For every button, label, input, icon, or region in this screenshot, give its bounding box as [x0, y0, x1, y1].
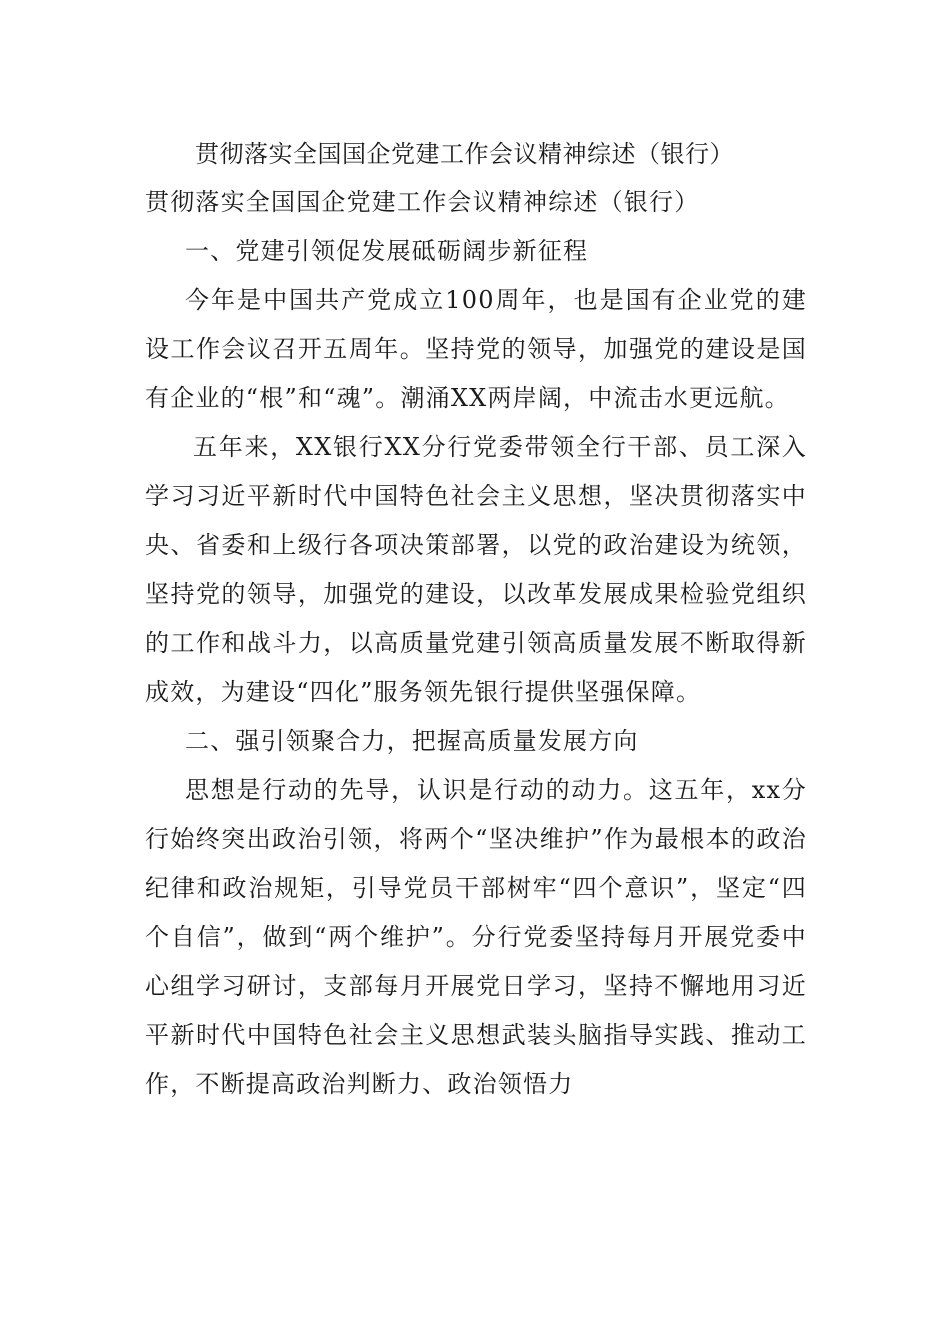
paragraph-five-years: 五年来，XX银行XX分行党委带领全行干部、员工深入学习习近平新时代中国特色社会主义思想，坚决贯彻落实中央、省委和上级行各项决策部署，以党的政治建设为统领，坚持党的领导，加强党的建设，以改革发展成果检验党组织的工作和战斗力，以高质量党建引领高质量发展不断取得新成效，为建设“四化”服务领先银行提供坚强保障。 [145, 433, 807, 706]
paragraph-intro: 今年是中国共产党成立100周年，也是国有企业党的建设工作会议召开五周年。坚持党的领导，加强党的建设是国有企业的“根”和“魂”。潮涌XX两岸阔，中流击水更远航。 [145, 286, 807, 412]
paragraph-heading-2: 二、强引领聚合力，把握高质量发展方向 [185, 727, 639, 755]
paragraph-thought: 思想是行动的先导，认识是行动的动力。这五年，xx分行始终突出政治引领，将两个“坚决维护”作为最根本的政治纪律和政治规矩，引导党员干部树牢“四个意识”，坚定“四个自信”，做到“两个维护”。分行党委坚持每月开展党委中心组学习研讨，支部每月开展党日学习，坚持不懈地用习近平新时代中国特色社会主义思想武装头脑指导实践、推动工作，不断提高政治判断力、政治领悟力 [145, 776, 807, 1098]
paragraph-heading-1: 一、党建引领促发展砥砺阔步新征程 [185, 237, 589, 265]
document-body [145, 178, 807, 1109]
paragraph-subtitle: 贯彻落实全国国企党建工作会议精神综述（银行） [145, 188, 700, 216]
document-title: 贯彻落实全国国企党建工作会议精神综述（银行） [195, 140, 734, 168]
